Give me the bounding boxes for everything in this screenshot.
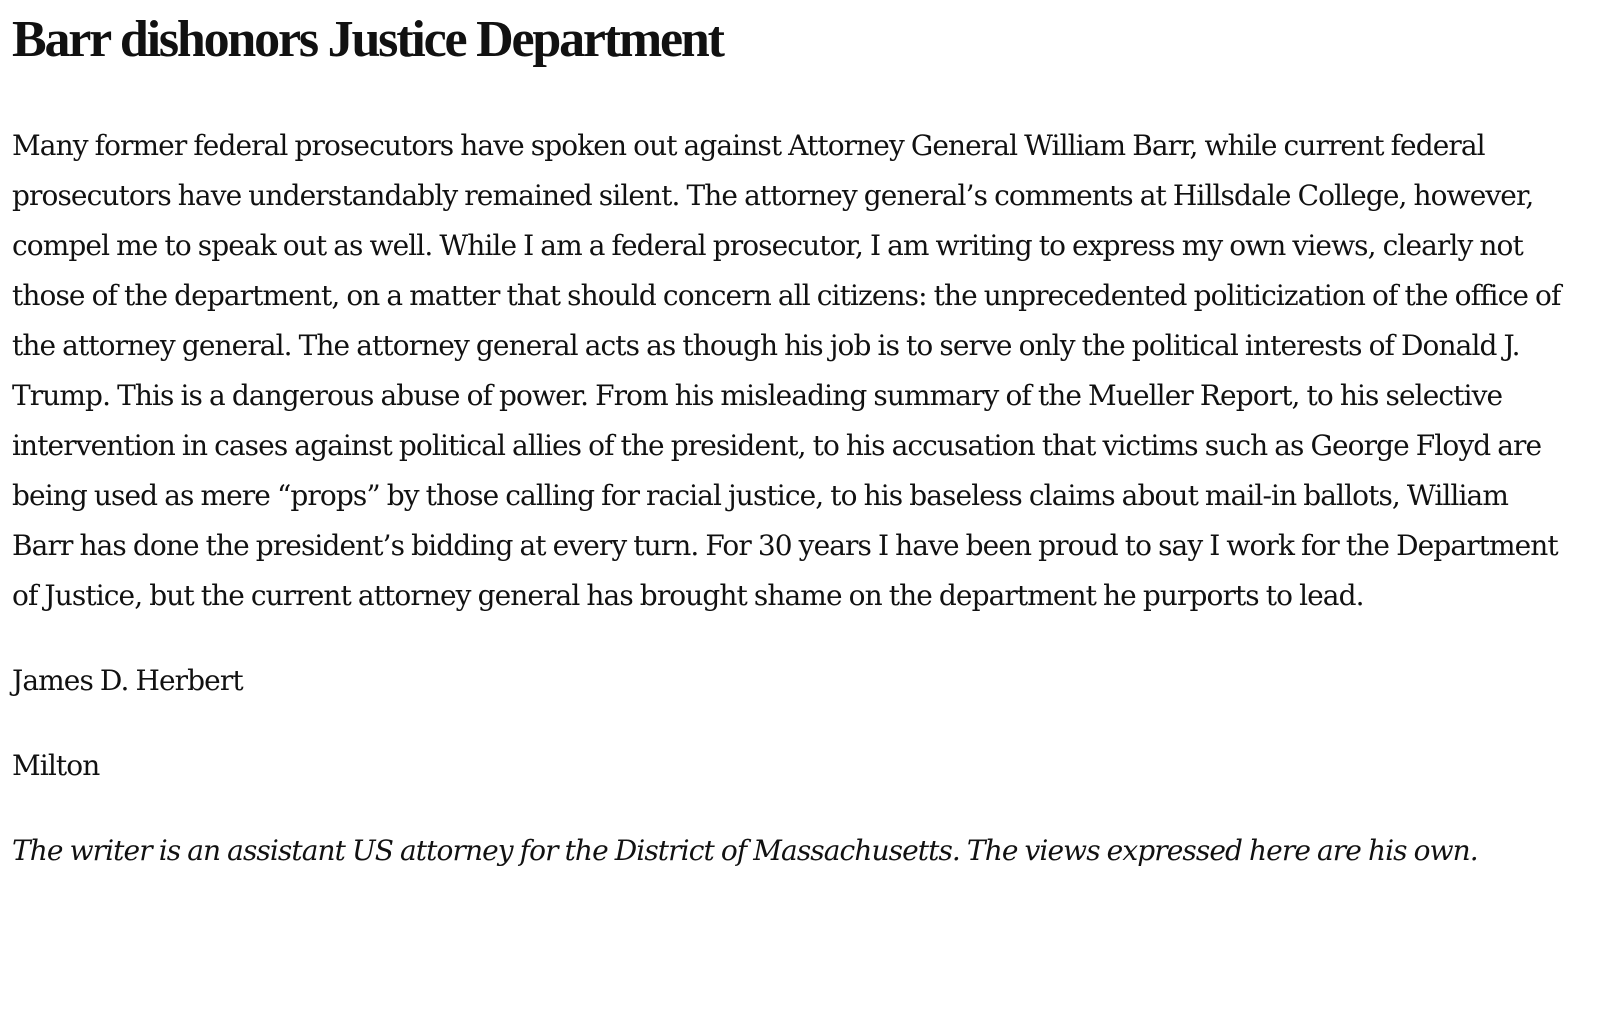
headline: Barr dishonors Justice Department (12, 11, 723, 68)
letter-body: Many former federal prosecutors have spoken out against Attorney General William Barr, while current federal prosecutors have understandably remained silent. The attorney general’s comments at Hillsdale College, however, compel me to speak out as well. While I am a federal prosecutor, I am writing to express my own views, clearly not those of the department, on a matter that should concern all citizens: the unprecedented politicization of the office of the attorney general. The attorney general acts as though his job is to serve only the political interests of Donald J. Trump. This is a dangerous abuse of power. From his misleading summary of the Mueller Report, to his selective intervention in cases against political allies of the president, to his accusation that victims such as George Floyd are being used as mere “props” by those calling for racial justice, to his baseless claims about mail-in ballots, William Barr has done the president’s bidding at every turn. For 30 years I have been proud to say I work for the Department of Justice, but the current attorney general has brought shame on the department he purports to lead. (12, 129, 1561, 612)
author-town: Milton (12, 749, 100, 782)
editor-note: The writer is an assistant US attorney for the District of Massachusetts. The views expressed here are his own. (12, 834, 1478, 867)
letter-article (12, 0, 1612, 876)
author-name: James D. Herbert (12, 664, 243, 697)
